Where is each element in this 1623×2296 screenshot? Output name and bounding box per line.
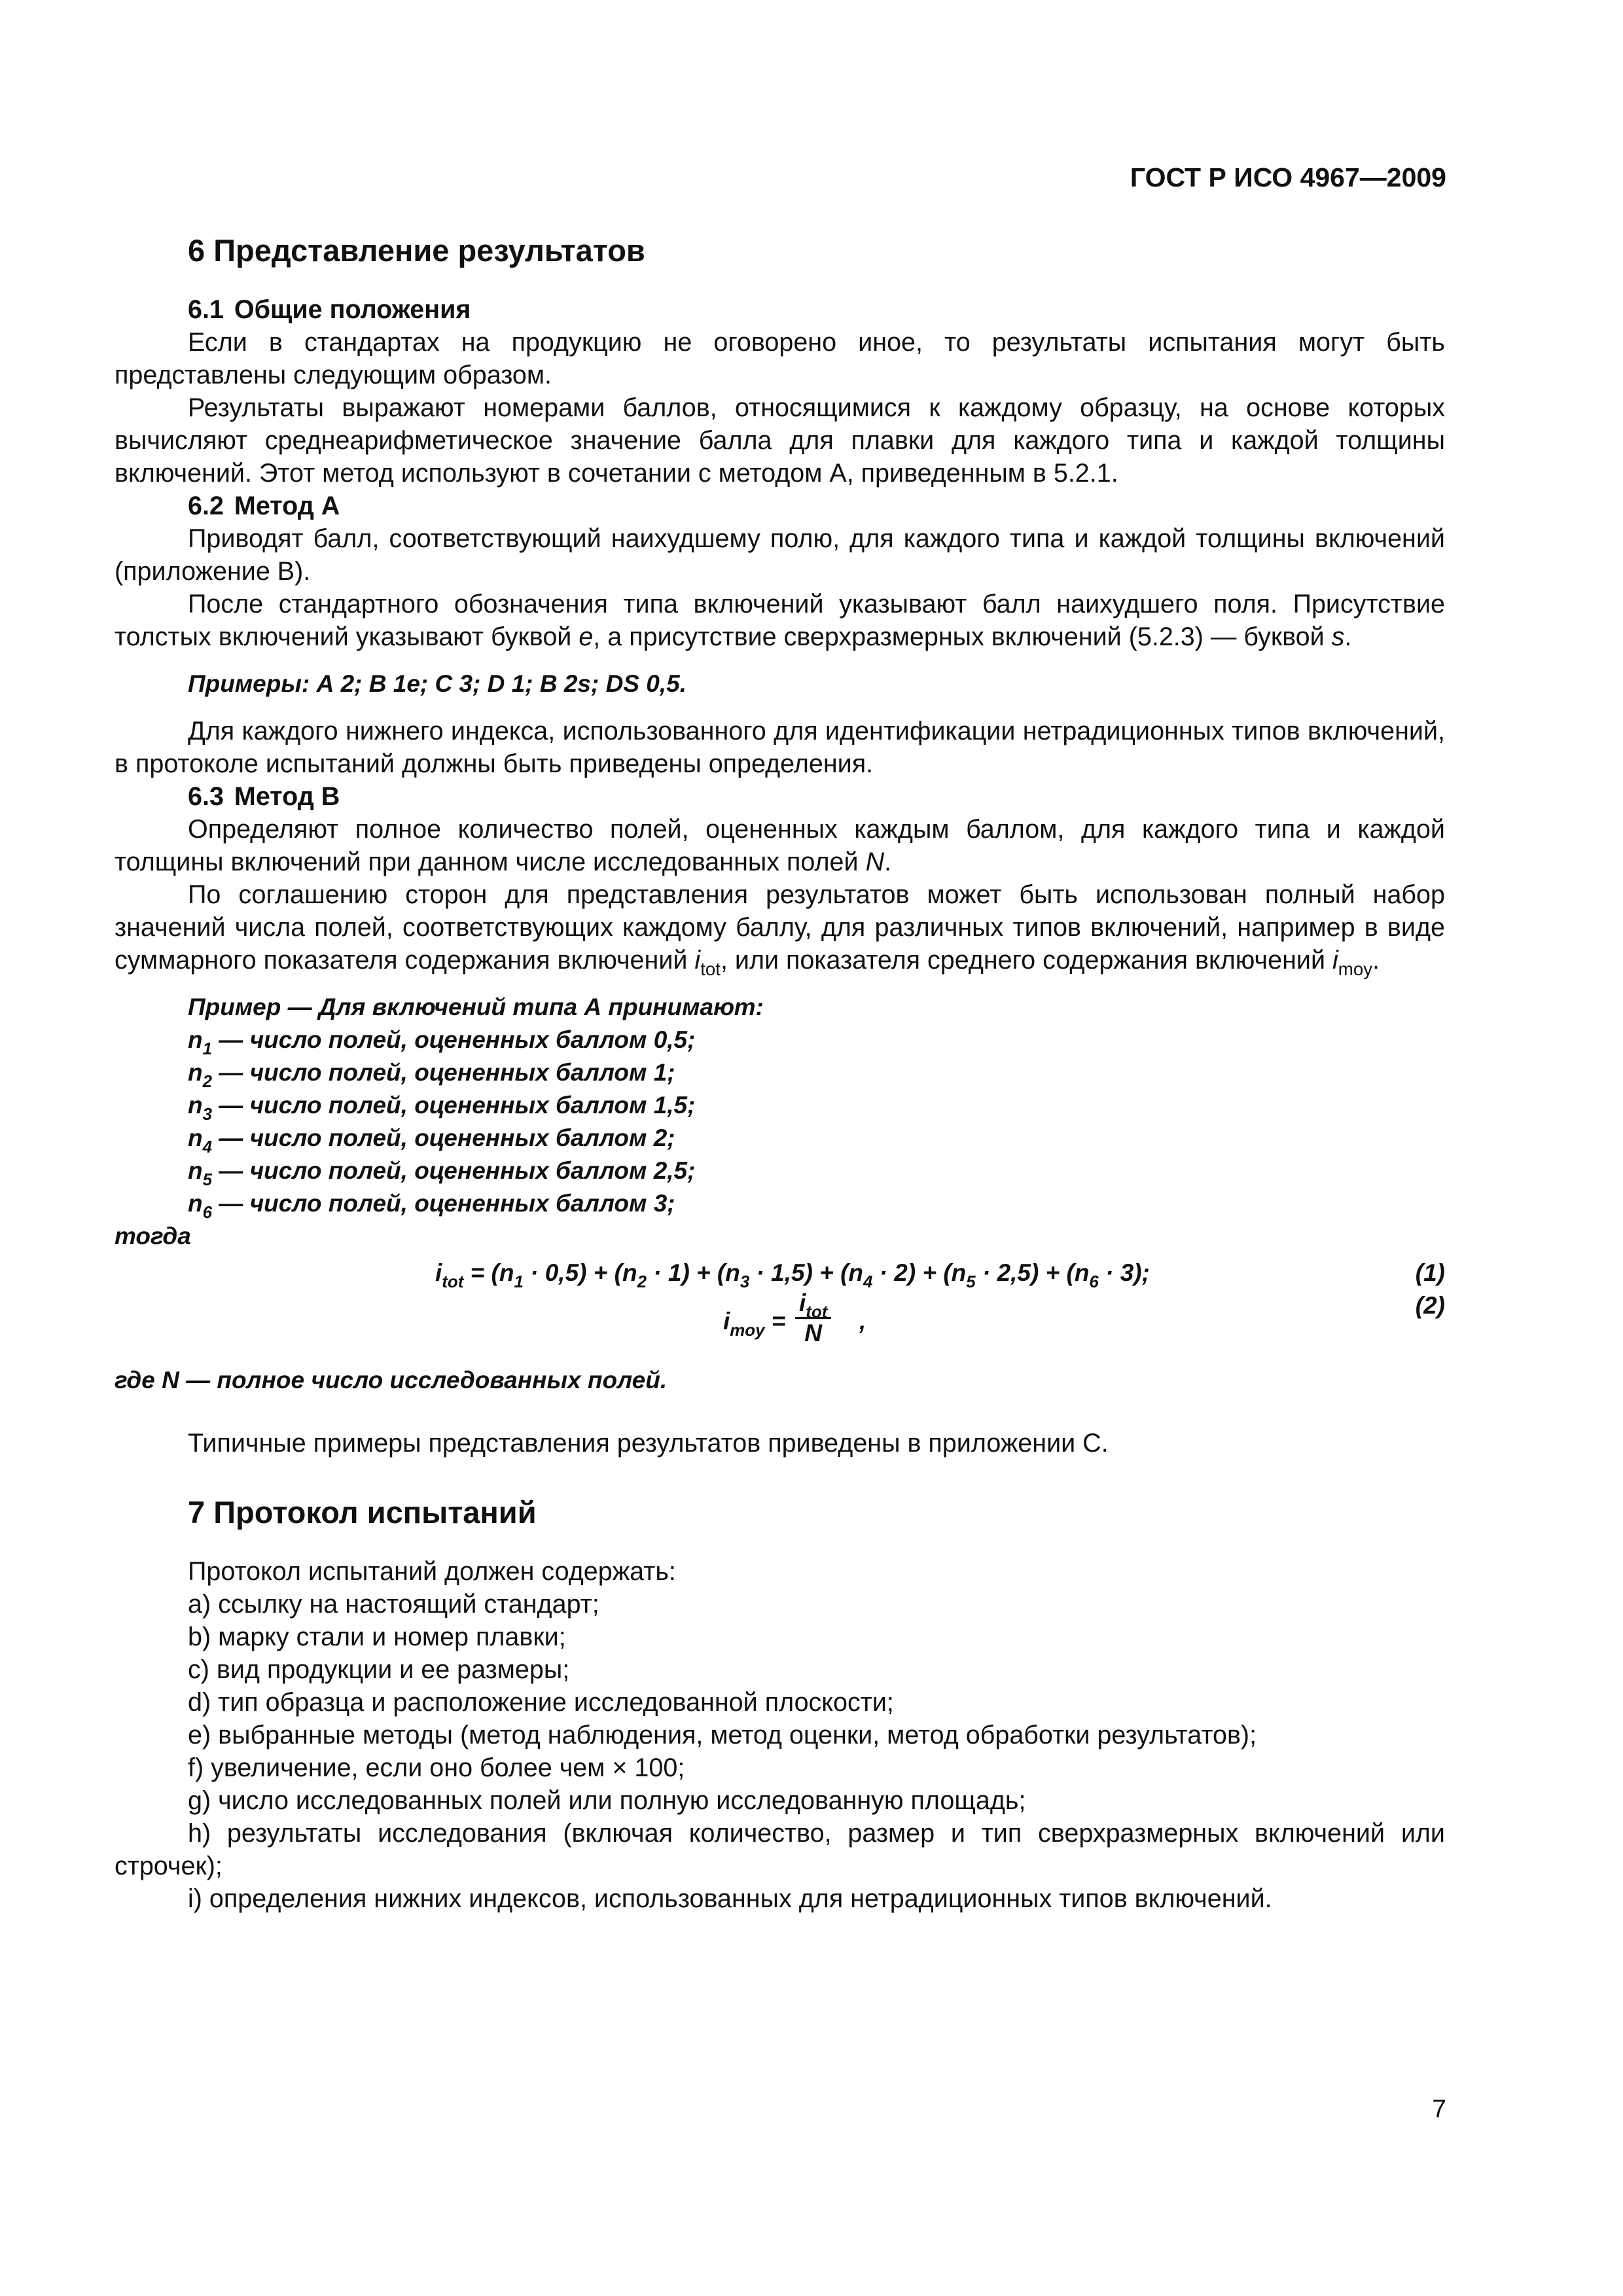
text-run: . <box>1372 946 1380 975</box>
subscript: tot <box>700 959 721 979</box>
text-run: i <box>694 946 701 975</box>
list-item: g) число исследованных полей или полную исследованную площадь; <box>188 1786 1026 1815</box>
text-run: , а присутствие сверхразмерных включений (5.2.3) — буквой <box>593 622 1332 651</box>
formula-1-number: (1) <box>1415 1259 1445 1286</box>
text-run: По соглашению сторон для представления результатов может быть использован полный набор значений числа полей, соответствующих каждому баллу, для различных типов включений, например в виде суммарного показателя содержания включений <box>115 880 1445 975</box>
list-item: c) вид продукции и ее размеры; <box>188 1655 570 1684</box>
subsection-number: 6.3 <box>188 782 224 811</box>
formula-2-number: (2) <box>1415 1292 1445 1319</box>
paragraph: Если в стандартах на продукцию не оговорено иное, то результаты испытания могут быть представлены следующим образом. <box>115 328 1445 389</box>
subsection-6-2-heading <box>115 490 1445 522</box>
list-item: a) ссылку на настоящий стандарт; <box>188 1590 599 1619</box>
paragraph: Типичные примеры представления результатов приведены в приложении С. <box>188 1429 1109 1458</box>
document-header: ГОСТ Р ИСО 4967—2009 <box>1130 162 1446 192</box>
subsection-number: 6.1 <box>188 295 224 324</box>
text-run: . <box>884 848 892 876</box>
examples-line: Примеры: А 2; В 1е; С 3; D 1; В 2s; DS 0,5. <box>188 670 687 697</box>
formula-1-body: $i_{tot} = (n_1 \cdot 0,5) + (n_2 \cdot 1) + (n_3 \cdot 1,5) + (n_4 \cdot 2) + (n_5 \cdot 2,5) + (n_6 \cdot 3)$; <box>435 1259 1150 1291</box>
paragraph <box>115 588 1445 653</box>
text-run: После стандартного обозначения типа включений указывают балл наихудшего поля. Присутствие толстых включений указывают буквой <box>115 590 1445 651</box>
text-run: s <box>1331 622 1345 651</box>
formula-1 <box>115 1253 1445 1289</box>
paragraph: Результаты выражают номерами баллов, относящимися к каждому образцу, на основе которых вычисляют среднеарифметическое значение балла для плавки для каждого типа и каждой толщины включений. Этот метод используют в сочетании с методом А, приведенным в 5.2.1. <box>115 393 1445 488</box>
subsection-number: 6.2 <box>188 492 224 520</box>
example-intro: Пример — Для включений типа А принимают: <box>188 994 764 1020</box>
paragraph: Для каждого нижнего индекса, использованного для идентификации нетрадиционных типов включений, в протоколе испытаний должны быть приведены определения. <box>115 717 1445 778</box>
section-7-title: 7 Протокол испытаний <box>188 1495 537 1530</box>
example-block <box>115 991 1445 1220</box>
text-run: . <box>1344 622 1352 651</box>
text-run: N <box>865 848 885 876</box>
subsection-title: Метод А <box>234 492 340 520</box>
example-n-line: $n_3$ — число полей, оцененных баллом 1,5; <box>188 1092 696 1124</box>
subscript: moy <box>1338 959 1373 979</box>
then-label: тогда <box>115 1223 191 1249</box>
fraction-denominator: N <box>804 1319 823 1346</box>
text-run: Определяют полное количество полей, оцененных каждым баллом, для каждого типа и каждой толщины включений при данном числе исследованных полей <box>115 815 1445 876</box>
example-n-line: $n_1$ — число полей, оцененных баллом 0,5; <box>188 1026 696 1058</box>
formula-2 <box>115 1289 1445 1350</box>
where-note: где N — полное число исследованных полей. <box>115 1367 668 1393</box>
example-n-line: $n_2$ — число полей, оцененных баллом 1; <box>188 1059 675 1091</box>
paragraph <box>115 813 1445 878</box>
list-item: i) определения нижних индексов, использованных для нетрадиционных типов включений. <box>188 1884 1272 1913</box>
example-n-line: $n_6$ — число полей, оцененных баллом 3; <box>188 1190 675 1222</box>
list-item: b) марку стали и номер плавки; <box>188 1623 566 1651</box>
formula-2-comma: , <box>859 1308 866 1335</box>
list-item: e) выбранные методы (метод наблюдения, метод оценки, метод обработки результатов); <box>188 1721 1257 1749</box>
subsection-6-3-heading <box>115 780 1445 813</box>
list-item: d) тип образца и расположение исследованной плоскости; <box>188 1688 894 1717</box>
list-item: f) увеличение, если оно более чем × 100; <box>188 1753 685 1782</box>
example-n-line: $n_4$ — число полей, оцененных баллом 2; <box>188 1124 675 1157</box>
text-run: i <box>1332 946 1338 975</box>
formula-2-fraction <box>795 1289 831 1348</box>
subsection-title: Общие положения <box>234 295 471 324</box>
subsection-title: Метод В <box>234 782 340 811</box>
example-n-line: $n_5$ — число полей, оцененных баллом 2,5; <box>188 1157 696 1189</box>
text-run: , или показателя среднего содержания включений <box>720 946 1333 975</box>
fraction-numerator: $i_{tot}$ <box>795 1289 831 1319</box>
formula-2-lhs: $i_{moy}$ = <box>723 1308 786 1340</box>
paragraph <box>115 878 1445 977</box>
text-run: e <box>579 622 594 651</box>
paragraph: Протокол испытаний должен содержать: <box>188 1557 676 1586</box>
page-content <box>115 228 1445 1915</box>
list-item: h) результаты исследования (включая количество, размер и тип сверхразмерных включений или строчек); <box>115 1819 1445 1880</box>
page-number: 7 <box>1432 2095 1446 2123</box>
paragraph: Приводят балл, соответствующий наихудшему полю, для каждого типа и каждой толщины включений (приложение В). <box>115 524 1445 586</box>
subsection-6-1-heading <box>115 293 1445 326</box>
section-6-title: 6 Представление результатов <box>188 233 645 268</box>
